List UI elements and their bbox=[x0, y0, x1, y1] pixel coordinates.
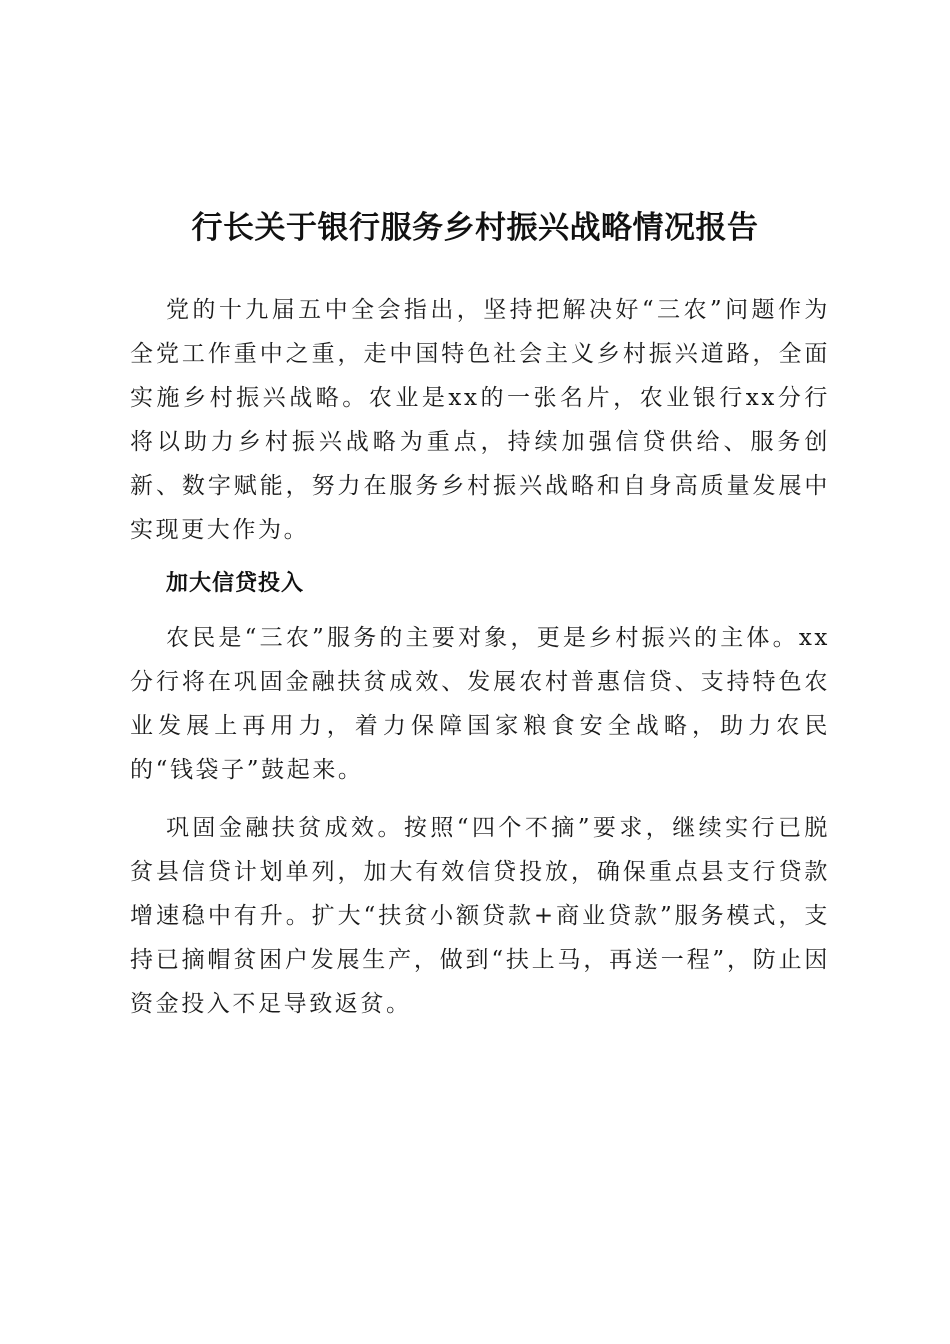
document-title: 行长关于银行服务乡村振兴战略情况报告 bbox=[191, 209, 759, 246]
paragraph-poverty-alleviation: 巩固金融扶贫成效。按照“四个不摘”要求，继续实行已脱贫县信贷计划单列，加大有效信贷投放，确保重点县支行贷款增速稳中有升。扩大“扶贫小额贷款+商业贷款”服务模式，支持已摘帽贫困户发展生产，做到“扶上马，再送一程”，防止因资金投入不足导致返贫。 bbox=[130, 815, 830, 1017]
paragraph-farmers: 农民是“三农”服务的主要对象，更是乡村振兴的主体。xx分行将在巩固金融扶贫成效、发展农村普惠信贷、支持特色农业发展上再用力，着力保障国家粮食安全战略，助力农民的“钱袋子”鼓起来。 bbox=[130, 625, 830, 783]
paragraph-intro: 党的十九届五中全会指出，坚持把解决好“三农”问题作为全党工作重中之重，走中国特色社会主义乡村振兴道路，全面实施乡村振兴战略。农业是xx的一张名片，农业银行xx分行将以助力乡村振兴战略为重点，持续加强信贷供给、服务创新、数字赋能，努力在服务乡村振兴战略和自身高质量发展中实现更大作为。 bbox=[130, 297, 830, 543]
document-body bbox=[130, 288, 830, 1026]
section-heading: 加大信贷投入 bbox=[166, 571, 305, 596]
